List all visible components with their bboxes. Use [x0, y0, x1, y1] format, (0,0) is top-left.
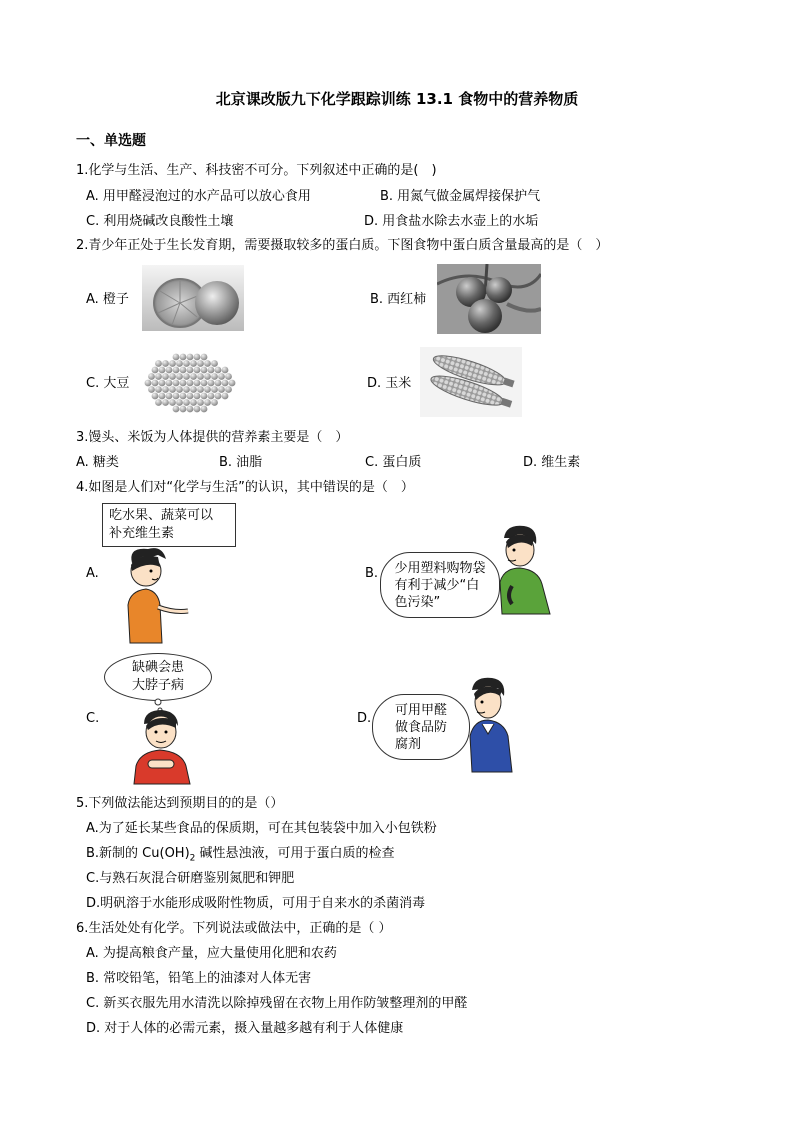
question-3-stem: 3.馒头、米饭为人体提供的营养素主要是（ ） — [76, 430, 349, 445]
question-4-option-d[interactable]: D. — [357, 711, 372, 726]
question-2-option-d[interactable]: D. 玉米 — [367, 376, 412, 391]
speech-bubble-a-line-2: 补充维生素 — [109, 526, 175, 541]
question-2-option-b[interactable]: B. 西红柿 — [370, 292, 427, 307]
section-heading: 一、单选题 — [76, 133, 146, 149]
question-3-option-c[interactable]: C. 蛋白质 — [365, 455, 422, 470]
speech-bubble-d-line-1: 可用甲醛 — [394, 702, 447, 718]
speech-bubble-b-line-2: 有利于减少“白 — [394, 577, 480, 593]
speech-bubble-d — [372, 694, 470, 760]
question-2-option-a[interactable]: A. 橙子 — [86, 292, 129, 307]
question-5-stem: 5.下列做法能达到预期目的的是（） — [76, 796, 284, 811]
speech-bubble-b-line-1: 少用塑料购物袋 — [394, 560, 486, 576]
question-1-option-c[interactable]: C. 利用烧碱改良酸性土壤 — [86, 214, 234, 229]
speech-bubble-b — [380, 552, 500, 618]
speech-bubble-d-line-2: 做食品防 — [394, 719, 447, 735]
thought-bubble-c-line-1: 缺碘会患 — [131, 660, 184, 675]
thought-bubble-c-line-2: 大脖子病 — [131, 678, 184, 693]
question-2-option-c[interactable]: C. 大豆 — [86, 376, 130, 391]
question-6-option-b[interactable]: B. 常咬铅笔，铅笔上的油漆对人体无害 — [86, 971, 312, 986]
question-6-option-c[interactable]: C. 新买衣服先用水清洗以除掉残留在衣物上用作防皱整理剂的甲醛 — [86, 996, 468, 1011]
question-2-stem: 2.青少年正处于生长发育期，需要摄取较多的蛋白质。下图食物中蛋白质含量最高的是（ ） — [76, 238, 609, 253]
page-title: 北京课改版九下化学跟踪训练 13.1 食物中的营养物质 — [215, 90, 579, 108]
question-5-option-b-subscript: 2 — [189, 853, 196, 864]
orange-photo — [142, 265, 244, 331]
question-1-option-d[interactable]: D. 用食盐水除去水壶上的水垢 — [364, 214, 539, 229]
question-5-option-c[interactable]: C.与熟石灰混合研磨鉴别氮肥和钾肥 — [86, 871, 295, 886]
question-5-option-b[interactable] — [86, 846, 395, 867]
question-3-option-d[interactable]: D. 维生素 — [523, 455, 581, 470]
question-5-option-d[interactable]: D.明矾溶于水能形成吸附性物质，可用于自来水的杀菌消毒 — [86, 896, 426, 911]
question-5-option-b-prefix: B.新制的 Cu(OH) — [86, 846, 190, 861]
question-4-option-c[interactable]: C. — [86, 711, 100, 726]
corn-photo — [420, 347, 522, 417]
question-5-option-a[interactable]: A.为了延长某些食品的保质期，可在其包装袋中加入小包铁粉 — [86, 821, 437, 836]
question-5-option-b-suffix: 碱性悬浊液，可用于蛋白质的检查 — [195, 846, 395, 861]
question-1-option-b[interactable]: B. 用氮气做金属焊接保护气 — [380, 189, 541, 204]
speech-bubble-d-line-3: 腐剂 — [394, 736, 421, 752]
question-4-option-b[interactable]: B. — [365, 566, 379, 581]
speech-bubble-a — [102, 503, 236, 547]
thought-bubble-c — [104, 653, 212, 701]
man-figure-d — [462, 674, 520, 774]
question-4-option-a[interactable]: A. — [86, 566, 99, 581]
question-6-option-a[interactable]: A. 为提高粮食产量，应大量使用化肥和农药 — [86, 946, 337, 961]
girl-figure-a — [118, 545, 198, 645]
question-3-option-a[interactable]: A. 糖类 — [76, 455, 119, 470]
question-6-option-d[interactable]: D. 对于人体的必需元素，摄入量越多越有利于人体健康 — [86, 1021, 404, 1036]
speech-bubble-b-line-3: 色污染” — [394, 594, 441, 610]
question-1-stem: 1.化学与生活、生产、科技密不可分。下列叙述中正确的是( ) — [76, 163, 437, 178]
speech-bubble-a-line-1: 吃水果、蔬菜可以 — [109, 508, 214, 523]
question-4-stem: 4.如图是人们对“化学与生活”的认识，其中错误的是（ ） — [76, 480, 414, 495]
question-1-option-a[interactable]: A. 用甲醛浸泡过的水产品可以放心食用 — [86, 189, 311, 204]
boy-figure-b — [492, 524, 554, 616]
question-6-stem: 6.生活处处有化学。下列说法或做法中，正确的是（ ） — [76, 921, 392, 936]
question-3-option-b[interactable]: B. 油脂 — [219, 455, 263, 470]
person-figure-c — [130, 696, 200, 786]
tomato-photo — [437, 264, 541, 334]
soybean-photo — [136, 347, 240, 417]
